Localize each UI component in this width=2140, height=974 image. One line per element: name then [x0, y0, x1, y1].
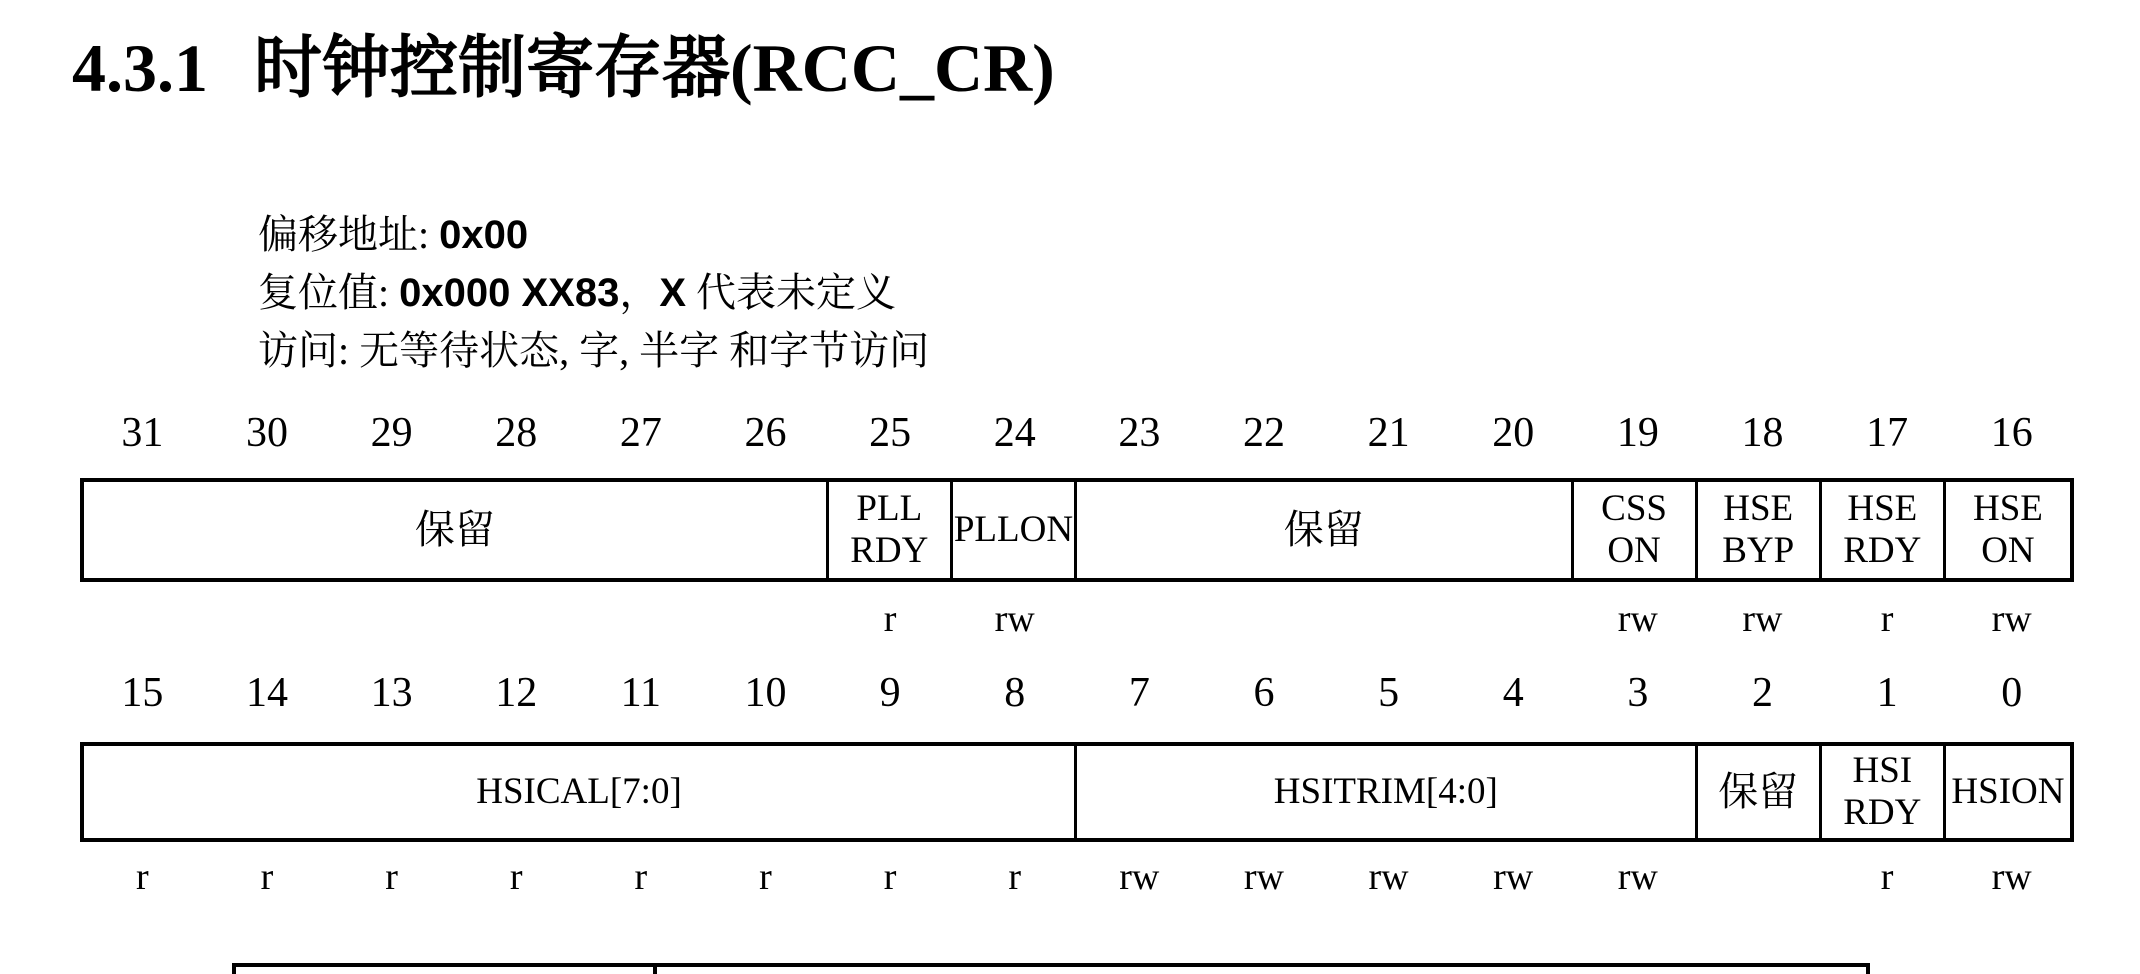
bit-number: 22: [1242, 410, 1285, 456]
bit-number: 20: [1492, 410, 1535, 456]
meta-segment: 复位值:: [258, 270, 400, 315]
register-field-cell: [1077, 482, 1574, 578]
field-label: HSITRIM[4:0]: [1273, 771, 1498, 813]
bit-number: 29: [370, 410, 413, 456]
access-type: r: [1880, 856, 1894, 898]
bit-number: 5: [1378, 670, 1400, 716]
next-table-left-edge: [232, 967, 236, 974]
bit-number: 15: [121, 670, 164, 716]
field-label: ON: [1607, 530, 1661, 571]
bit-number: 11: [620, 670, 662, 716]
bit-number: 1: [1876, 670, 1898, 716]
meta-segment: ，: [619, 270, 660, 315]
register-field-cell: [1946, 746, 2070, 838]
section-title: 时钟控制寄存器(RCC_CR): [254, 30, 1055, 106]
bit-number: 7: [1128, 670, 1150, 716]
bit-number: 30: [245, 410, 288, 456]
meta-segment: 代表未定义: [686, 270, 897, 315]
field-label: 保留: [414, 507, 495, 553]
access-type: [1451, 598, 1576, 640]
bit-number: 12: [495, 670, 538, 716]
bit-number: 31: [121, 410, 164, 456]
field-label: HSI: [1852, 750, 1913, 792]
register-field-cell: [1822, 482, 1946, 578]
meta-segment: 偏移地址:: [258, 212, 440, 257]
bit-number: 0: [2001, 670, 2023, 716]
bit-number: 8: [1004, 670, 1026, 716]
access-type: r: [260, 856, 274, 898]
access-type: [703, 598, 828, 640]
field-label: RDY: [850, 530, 929, 571]
bit-number: 23: [1118, 410, 1161, 456]
register-table-low: [80, 742, 2074, 842]
access-type: r: [1008, 856, 1022, 898]
field-label: HSE: [1847, 488, 1918, 530]
meta-line: [258, 322, 929, 380]
bit-number: 16: [1990, 410, 2033, 456]
bit-number: 17: [1866, 410, 1909, 456]
field-label: 保留: [1283, 507, 1364, 553]
bit-numbers-low: [80, 670, 2074, 716]
access-type: [1077, 598, 1202, 640]
register-field-cell: [953, 482, 1077, 578]
page-title: [72, 14, 1055, 111]
next-table-top-border: [232, 963, 1870, 974]
register-field-cell: [829, 482, 953, 578]
field-label: HSION: [1951, 771, 2065, 813]
bit-numbers-high: [80, 410, 2074, 456]
bit-number: 6: [1253, 670, 1275, 716]
field-label: RDY: [1843, 530, 1922, 571]
register-field-cell: [1822, 746, 1946, 838]
meta-line: [258, 206, 929, 264]
field-label: HSE: [1723, 488, 1794, 530]
register-field-cell: [1946, 482, 2070, 578]
access-type: rw: [1991, 598, 2032, 640]
meta-segment: X: [659, 271, 687, 315]
field-label: HSE: [1972, 488, 2043, 530]
register-field-cell: [1698, 746, 1822, 838]
access-type: r: [135, 856, 149, 898]
access-type: rw: [1617, 598, 1658, 640]
bit-number: 21: [1367, 410, 1410, 456]
bit-number: 28: [495, 410, 538, 456]
bit-number: 2: [1751, 670, 1773, 716]
access-type: [579, 598, 704, 640]
access-type: r: [883, 598, 897, 640]
access-type: [1202, 598, 1327, 640]
register-field-cell: [1574, 482, 1698, 578]
meta-segment: 访问: 无等待状态, 字, 半字 和字节访问: [258, 328, 930, 373]
bit-number: 10: [744, 670, 787, 716]
access-type: rw: [1742, 598, 1783, 640]
field-label: HSICAL[7:0]: [476, 771, 682, 813]
access-type: rw: [1368, 856, 1409, 898]
access-type: [329, 598, 454, 640]
bit-number: 3: [1627, 670, 1649, 716]
field-label: 保留: [1718, 769, 1799, 815]
access-type: r: [1880, 598, 1894, 640]
access-type: [454, 598, 579, 640]
section-number: 4.3.1: [72, 30, 208, 106]
access-type: [1700, 856, 1825, 898]
bit-number: 9: [879, 670, 901, 716]
access-type: r: [883, 856, 897, 898]
access-type: rw: [994, 598, 1035, 640]
access-type: [1326, 598, 1451, 640]
field-label: PLL: [856, 488, 923, 530]
register-field-cell: [1077, 746, 1698, 838]
access-type: rw: [1493, 856, 1534, 898]
access-row-high: [80, 598, 2074, 640]
register-field-cell: [84, 482, 829, 578]
bit-number: 19: [1616, 410, 1659, 456]
register-field-cell: [84, 746, 1077, 838]
meta-block: [258, 206, 929, 380]
access-type: r: [509, 856, 523, 898]
bit-number: 27: [619, 410, 662, 456]
meta-segment: 0x00: [439, 213, 529, 257]
field-label: BYP: [1722, 530, 1795, 571]
next-table-right-edge: [1866, 967, 1870, 974]
bit-number: 26: [744, 410, 787, 456]
access-type: r: [759, 856, 772, 898]
meta-segment: 0x000 XX83: [399, 271, 620, 315]
field-label: ON: [1981, 530, 2035, 571]
field-label: CSS: [1601, 488, 1667, 530]
bit-number: 25: [869, 410, 912, 456]
next-table-divider: [653, 967, 657, 974]
access-type: r: [634, 856, 648, 898]
access-row-low: [80, 856, 2074, 898]
bit-number: 13: [370, 670, 413, 716]
access-type: rw: [1617, 856, 1658, 898]
bit-number: 14: [245, 670, 288, 716]
field-label: RDY: [1843, 792, 1922, 833]
access-type: rw: [1991, 856, 2032, 898]
field-label: PLLON: [953, 509, 1074, 551]
access-type: [205, 598, 330, 640]
bit-number: 18: [1741, 410, 1784, 456]
meta-line: [258, 264, 929, 322]
register-field-cell: [1698, 482, 1822, 578]
access-type: rw: [1243, 856, 1284, 898]
bit-number: 24: [993, 410, 1036, 456]
access-type: rw: [1119, 856, 1160, 898]
register-table-high: [80, 478, 2074, 582]
bit-number: 4: [1502, 670, 1524, 716]
access-type: r: [385, 856, 398, 898]
access-type: [80, 598, 205, 640]
